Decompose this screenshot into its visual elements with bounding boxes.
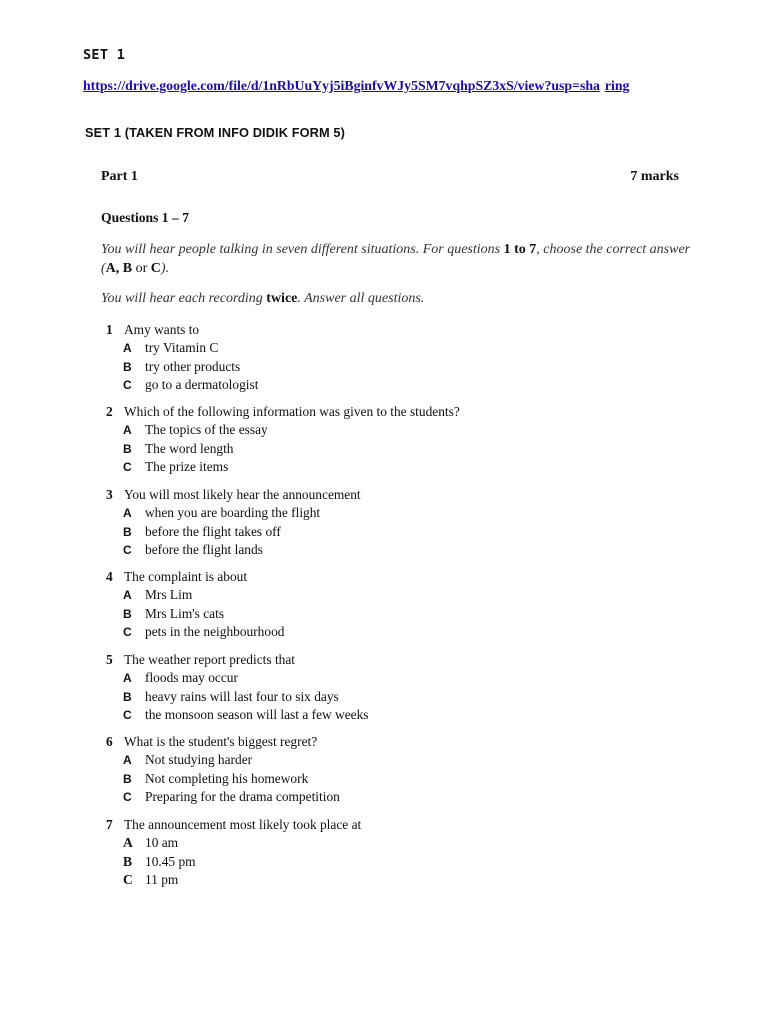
question-number: 7 <box>106 817 113 832</box>
option-letter: A <box>123 588 132 602</box>
questions-heading: Questions 1 – 7 <box>101 210 189 225</box>
option-text: Not completing his homework <box>145 770 309 786</box>
option-text: try Vitamin C <box>145 340 219 355</box>
option-text: heavy rains will last four to six days <box>145 688 339 704</box>
set-subtitle: SET 1 (TAKEN FROM INFO DIDIK FORM 5) <box>85 125 346 140</box>
instr-text: ). <box>160 261 170 276</box>
link-text-part1[interactable]: https://drive.google.com/file/d/1nRbUuYyj5iBginfvWJy5SM7vqhpSZ3xS/view?usp=sha <box>83 78 600 93</box>
option-letter: A <box>123 671 132 685</box>
option-text: Mrs Lim <box>145 587 193 602</box>
option-text: floods may occur <box>145 670 238 685</box>
part-label: Part 1 <box>101 169 138 184</box>
option-letter: B <box>123 524 132 539</box>
option-a[interactable] <box>106 504 666 523</box>
instr-bold-1: 1 <box>503 242 511 257</box>
option-text: The prize items <box>145 459 229 474</box>
instructions-line-2 <box>101 289 691 308</box>
option-text: The word length <box>145 440 234 456</box>
question-text: The announcement most likely took place at <box>124 817 362 832</box>
question-text: Amy wants to <box>124 322 200 337</box>
instr-text: You will hear each recording <box>101 291 267 306</box>
instr-bold-7: 7 <box>529 242 537 257</box>
option-text: Not studying harder <box>145 752 253 767</box>
option-text: try other products <box>145 358 241 374</box>
option-a[interactable] <box>106 834 666 853</box>
option-text: go to a dermatologist <box>145 377 259 392</box>
option-b[interactable] <box>106 358 666 377</box>
question-number: 4 <box>106 569 113 584</box>
question-text: Which of the following information was given to the students? <box>124 404 460 419</box>
option-text: The topics of the essay <box>145 422 268 437</box>
option-letter: A <box>123 835 133 850</box>
option-letter: A <box>123 753 132 767</box>
option-text: 11 pm <box>145 872 179 887</box>
option-text: before the flight takes off <box>145 523 281 539</box>
instr-or: or <box>132 261 151 276</box>
option-letter: C <box>123 625 132 639</box>
google-drive-link[interactable] <box>83 78 683 94</box>
option-text: when you are boarding the flight <box>145 505 321 520</box>
option-letter: C <box>123 872 133 887</box>
instr-text: , choose the correct answer ( <box>101 242 691 276</box>
question-1 <box>106 321 666 395</box>
instructions-line-1 <box>101 240 691 278</box>
option-c[interactable] <box>106 376 666 395</box>
option-text: Mrs Lim's cats <box>145 605 225 621</box>
question-number: 2 <box>106 404 113 419</box>
option-letter: A <box>123 341 132 355</box>
option-c[interactable] <box>106 458 666 477</box>
option-text: Preparing for the drama competition <box>145 789 340 804</box>
option-b[interactable] <box>106 688 666 707</box>
question-3 <box>106 486 666 560</box>
instr-text: . Answer all questions. <box>297 291 425 306</box>
option-letter: B <box>123 606 132 621</box>
option-a[interactable] <box>106 421 666 440</box>
option-c[interactable] <box>106 706 666 725</box>
option-text: pets in the neighbourhood <box>145 624 285 639</box>
option-text: 10.45 pm <box>145 853 196 869</box>
question-number: 5 <box>106 652 113 667</box>
option-a[interactable] <box>106 751 666 770</box>
option-letter: B <box>123 771 132 786</box>
instr-bold-ab: A, B <box>105 261 133 276</box>
option-letter: C <box>123 460 132 474</box>
instr-bold-to: to <box>510 242 530 257</box>
instr-bold-c: C <box>150 261 161 276</box>
option-a[interactable] <box>106 339 666 358</box>
option-text: the monsoon season will last a few weeks <box>145 707 369 722</box>
option-c[interactable] <box>106 541 666 560</box>
question-text: The weather report predicts that <box>124 652 296 667</box>
question-number: 1 <box>106 322 113 337</box>
option-b[interactable] <box>106 605 666 624</box>
question-2 <box>106 403 666 477</box>
part-marks: 7 marks <box>630 169 679 184</box>
option-c[interactable] <box>106 871 666 890</box>
set-title: SET 1 <box>83 47 126 63</box>
option-letter: A <box>123 423 132 437</box>
option-letter: C <box>123 708 132 722</box>
question-number: 6 <box>106 734 113 749</box>
option-b[interactable] <box>106 853 666 872</box>
option-letter: B <box>123 359 132 374</box>
question-text: The complaint is about <box>124 569 248 584</box>
instr-bold-twice: twice <box>266 291 298 306</box>
option-letter: B <box>123 853 133 869</box>
option-letter: C <box>123 543 132 557</box>
option-b[interactable] <box>106 770 666 789</box>
question-7 <box>106 816 666 890</box>
option-c[interactable] <box>106 623 666 642</box>
option-a[interactable] <box>106 669 666 688</box>
option-letter: C <box>123 790 132 804</box>
link-text-part2[interactable]: ring <box>604 78 630 93</box>
option-b[interactable] <box>106 440 666 459</box>
question-number: 3 <box>106 487 113 502</box>
part-header <box>101 169 679 185</box>
instr-text: You will hear people talking in seven different situations. For questions <box>101 242 504 257</box>
question-4 <box>106 568 666 642</box>
option-text: before the flight lands <box>145 542 263 557</box>
option-b[interactable] <box>106 523 666 542</box>
option-letter: A <box>123 506 132 520</box>
option-a[interactable] <box>106 586 666 605</box>
question-6 <box>106 733 666 807</box>
question-text: You will most likely hear the announcement <box>124 487 361 502</box>
option-text: 10 am <box>145 835 179 850</box>
option-letter: B <box>123 441 132 456</box>
question-text: What is the student's biggest regret? <box>124 734 318 749</box>
option-letter: C <box>123 378 132 392</box>
question-5 <box>106 651 666 725</box>
option-c[interactable] <box>106 788 666 807</box>
option-letter: B <box>123 689 132 704</box>
